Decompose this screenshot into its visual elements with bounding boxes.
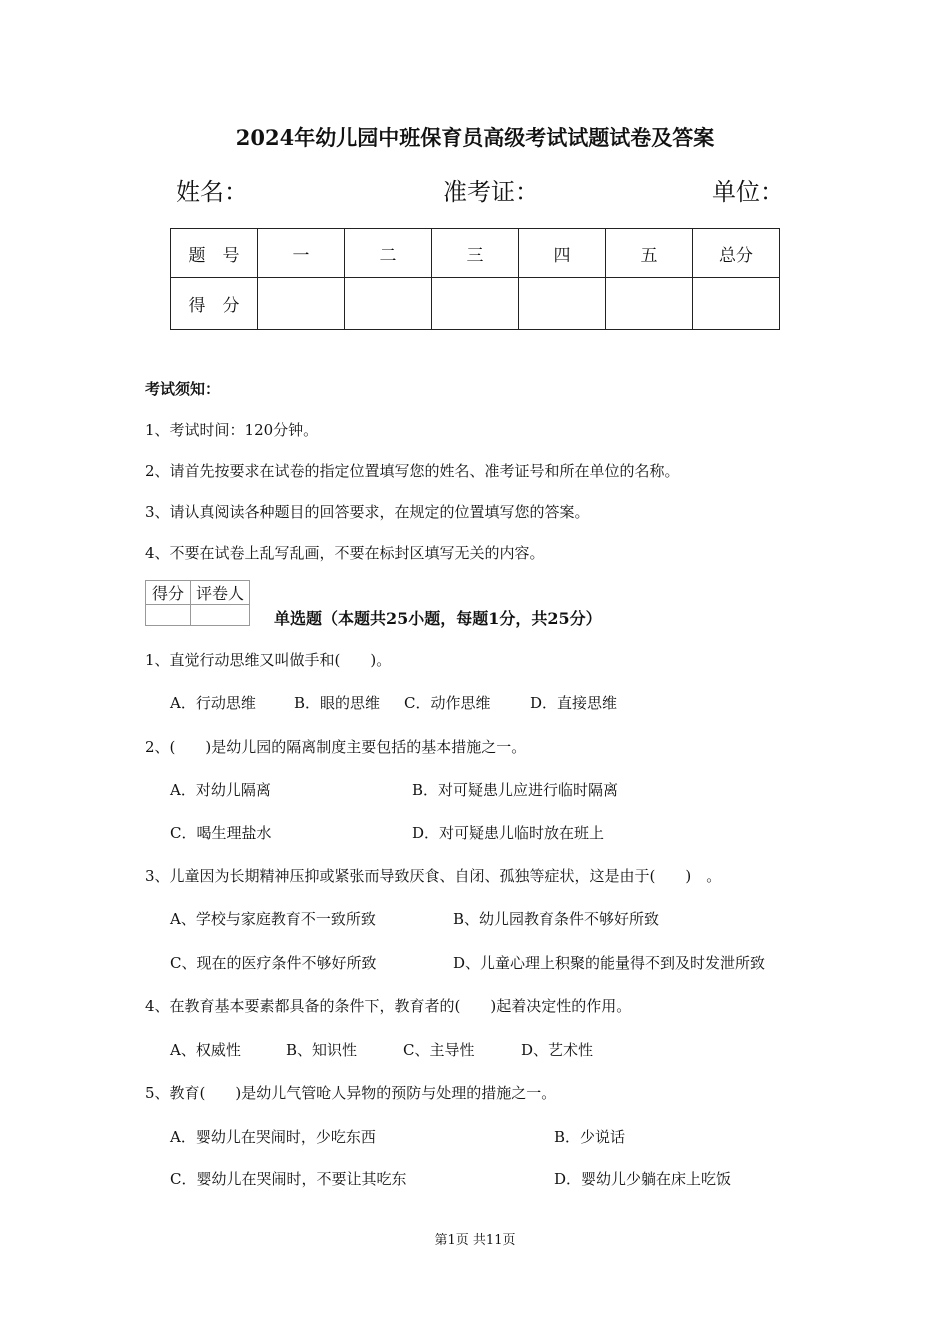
option-a[interactable]: A．行动思维	[170, 694, 256, 712]
score-input-cell[interactable]	[693, 278, 780, 330]
notice-item: 4、不要在试卷上乱写乱画，不要在标封区填写无关的内容。	[145, 544, 545, 562]
question-stem: 1、直觉行动思维又叫做手和( )。	[145, 651, 392, 669]
question-stem: 2、( )是幼儿园的隔离制度主要包括的基本措施之一。	[145, 738, 527, 756]
question-stem: 3、儿童因为长期精神压抑或紧张而导致厌食、自闭、孤独等症状，这是由于( ) 。	[145, 867, 722, 885]
option-b[interactable]: B．眼的思维	[294, 694, 381, 712]
option-b[interactable]: B．对可疑患儿应进行临时隔离	[412, 781, 619, 799]
score-table	[170, 228, 780, 330]
option-a[interactable]: A．婴幼儿在哭闹时，少吃东西	[170, 1128, 376, 1146]
option-d[interactable]: D、艺术性	[521, 1041, 594, 1059]
score-input-cell[interactable]	[345, 278, 432, 330]
notice-item: 2、请首先按要求在试卷的指定位置填写您的姓名、准考证号和所在单位的名称。	[145, 462, 680, 480]
question-stem: 5、教育( )是幼儿气管呛人异物的预防与处理的措施之一。	[145, 1084, 557, 1102]
grader-score-label: 得分	[146, 581, 191, 605]
score-header-cell: 总分	[693, 229, 780, 278]
option-a[interactable]: A、学校与家庭教育不一致所致	[170, 910, 376, 928]
notice-heading: 考试须知：	[145, 380, 221, 398]
notice-item: 3、请认真阅读各种题目的回答要求，在规定的位置填写您的答案。	[145, 503, 590, 521]
option-d[interactable]: D．对可疑患儿临时放在班上	[412, 824, 605, 842]
score-header-cell: 二	[345, 229, 432, 278]
name-label: 姓名：	[176, 178, 248, 206]
score-input-cell[interactable]	[606, 278, 693, 330]
grader-name-label: 评卷人	[191, 581, 250, 605]
option-b[interactable]: B、幼儿园教育条件不够好所致	[453, 910, 660, 928]
option-d[interactable]: D、儿童心理上积聚的能量得不到及时发泄所致	[453, 954, 766, 972]
score-header-cell: 三	[432, 229, 519, 278]
score-input-cell[interactable]	[258, 278, 345, 330]
score-row-label: 得 分	[171, 278, 258, 330]
grader-score-cell[interactable]	[146, 605, 191, 626]
question-stem: 4、在教育基本要素都具备的条件下，教育者的( )起着决定性的作用。	[145, 997, 632, 1015]
option-b[interactable]: B、知识性	[286, 1041, 358, 1059]
unit-label: 单位：	[712, 178, 784, 206]
grader-name-cell[interactable]	[191, 605, 250, 626]
option-c[interactable]: C．动作思维	[404, 694, 491, 712]
option-a[interactable]: A、权威性	[170, 1041, 241, 1059]
score-table-score-row	[171, 278, 780, 330]
score-input-cell[interactable]	[519, 278, 606, 330]
option-d[interactable]: D．直接思维	[530, 694, 618, 712]
option-c[interactable]: C、主导性	[403, 1041, 475, 1059]
option-b[interactable]: B．少说话	[554, 1128, 626, 1146]
page-title: 2024年幼儿园中班保育员高级考试试题试卷及答案	[235, 125, 715, 150]
option-c[interactable]: C．婴幼儿在哭闹时，不要让其吃东	[170, 1170, 407, 1188]
score-input-cell[interactable]	[432, 278, 519, 330]
score-header-cell: 题 号	[171, 229, 258, 278]
score-header-cell: 五	[606, 229, 693, 278]
notice-item: 1、考试时间：120分钟。	[145, 421, 319, 439]
option-a[interactable]: A．对幼儿隔离	[170, 781, 271, 799]
score-table-header-row	[171, 229, 780, 278]
score-header-cell: 一	[258, 229, 345, 278]
exam-number-label: 准考证：	[443, 178, 539, 206]
option-c[interactable]: C、现在的医疗条件不够好所致	[170, 954, 377, 972]
grader-box	[145, 580, 250, 626]
score-header-cell: 四	[519, 229, 606, 278]
option-c[interactable]: C．喝生理盐水	[170, 824, 272, 842]
page-footer: 第1页 共11页	[434, 1233, 516, 1248]
section-title: 单选题（本题共25小题，每题1分，共25分）	[274, 609, 602, 628]
option-d[interactable]: D．婴幼儿少躺在床上吃饭	[554, 1170, 732, 1188]
